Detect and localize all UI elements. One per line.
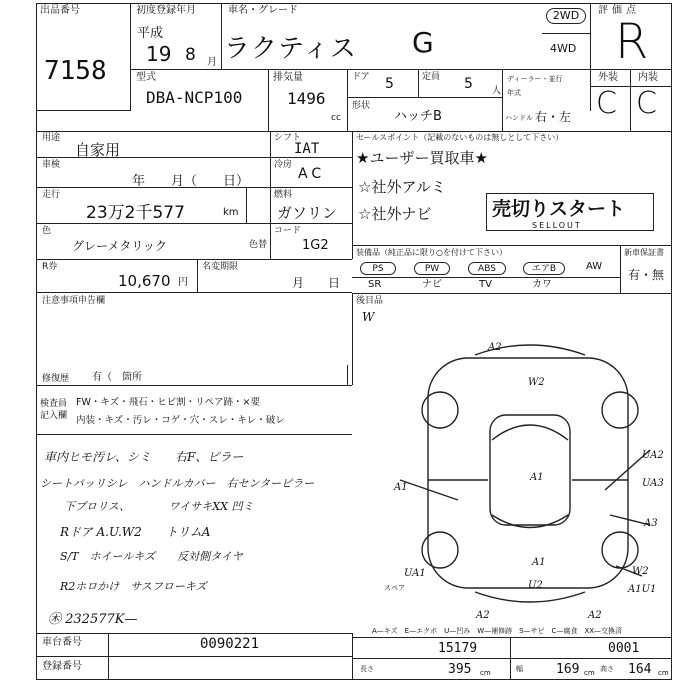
use-label: 用途 — [42, 133, 61, 143]
inspection-label: 車検 — [42, 160, 61, 170]
mark-spare: スペア — [384, 584, 405, 592]
reg-no-label: 登録番号 — [42, 661, 82, 672]
divider — [36, 434, 352, 435]
grade: G — [412, 26, 434, 59]
declaration-label: 注意事項申告欄 — [42, 296, 106, 306]
equip-pw: PW — [414, 262, 450, 275]
mark-a2-rear-l: A2 — [476, 610, 490, 620]
warranty: 有・無 — [628, 268, 665, 282]
month-unit: 月 — [207, 57, 217, 68]
pointer-a1-left — [400, 480, 458, 500]
doors: 5 — [385, 76, 394, 92]
equip-leather: カワ — [532, 279, 552, 290]
fuel: ガソリン — [277, 204, 338, 222]
mark-a3: A3 — [644, 518, 658, 529]
divider — [352, 658, 672, 659]
mark-ua1: UA1 — [404, 568, 426, 579]
warranty-label: 新車保証書 — [624, 248, 664, 257]
note-line-4: Rドア A.U.W2 トリムA — [60, 525, 211, 539]
shift: IAT — [294, 141, 320, 157]
width: 169 — [556, 662, 580, 677]
divider — [36, 157, 352, 158]
equip-ps: PS — [360, 262, 396, 275]
recycle-label: R券 — [42, 262, 58, 272]
doors-label: ドア — [352, 72, 370, 82]
inspection: 年 月（ 日） — [132, 174, 250, 189]
divider — [221, 3, 222, 69]
divider — [36, 223, 352, 224]
width-label: 幅 — [516, 665, 523, 673]
capacity: 5 — [464, 76, 473, 92]
exterior-label: 外装 — [598, 72, 618, 83]
sellout-stamp-sub: SELLOUT — [532, 221, 582, 230]
name-change-label: 名変期限 — [202, 262, 239, 272]
equip-abs: ABS — [468, 262, 506, 275]
inspector-line-a: FW・キズ・飛石・ヒビ割・リペア跡・×要 — [76, 397, 260, 408]
mark-ua2: UA2 — [642, 450, 664, 461]
length-unit: cm — [480, 669, 491, 677]
mileage: 23万2千577 — [86, 203, 185, 223]
windshield — [492, 425, 568, 440]
divider — [502, 69, 503, 131]
divider — [36, 259, 352, 260]
note-line-5: S/T ホイールキズ 反対側タイヤ — [60, 550, 243, 563]
divider — [352, 277, 620, 278]
length-label: 長さ — [360, 665, 374, 673]
height: 164 — [628, 662, 652, 677]
height-unit: cm — [658, 669, 669, 677]
height-label: 高さ — [600, 665, 614, 673]
note-line-7: ㊍ 232577K— — [48, 612, 138, 627]
displacement-label: 排気量 — [273, 72, 303, 83]
model-code: DBA-NCP100 — [146, 88, 243, 107]
wheel-fr — [602, 392, 638, 428]
reg-year: 19 — [146, 42, 172, 66]
lot-number: 7158 — [44, 56, 107, 86]
divider — [352, 293, 353, 385]
body-label: 形状 — [352, 101, 371, 111]
divider — [542, 33, 590, 34]
score-label: 評価点 — [598, 5, 640, 16]
divider — [197, 259, 198, 292]
ref-2: 0001 — [608, 641, 640, 656]
interior-label: 内装 — [638, 72, 658, 83]
note-line-3: 下プロリス、 ワイサキXX 凹ミ — [64, 500, 254, 513]
divider — [347, 97, 502, 98]
use: 自家用 — [75, 141, 121, 159]
divider — [352, 293, 672, 294]
steering: 右・左 — [535, 110, 572, 124]
divider — [630, 69, 631, 131]
vehicle-no-label: 車台番号 — [42, 637, 82, 648]
width-unit: cm — [584, 669, 595, 677]
car-diagram — [380, 330, 670, 620]
km-unit: km — [223, 207, 239, 218]
mark-a1-rear: A1 — [532, 557, 546, 568]
note-line-6: R2ホロかけ サスフローキズ — [60, 580, 207, 593]
repair-value: 有（ 箇所 — [92, 372, 142, 383]
rear-seat-value: W — [362, 310, 375, 324]
mark-a2-rear-r: A2 — [588, 610, 602, 620]
mark-w2-front: W2 — [528, 377, 545, 388]
selling-point-3: ☆社外ナビ — [358, 205, 432, 223]
mark-a2-front: A2 — [488, 342, 502, 353]
divider — [620, 245, 621, 293]
divider — [352, 637, 672, 638]
equipment-label: 装備品（純正品に限り○を付けて下さい） — [356, 248, 507, 257]
divider — [418, 69, 419, 97]
inspector-label: 検査員記入欄 — [40, 399, 68, 421]
divider — [36, 187, 352, 188]
mark-a1u1: A1U1 — [628, 584, 657, 595]
divider — [270, 131, 271, 259]
divider — [590, 3, 591, 111]
exterior: C — [596, 86, 617, 121]
divider — [347, 365, 348, 385]
divider — [268, 69, 269, 131]
name-change: 月 日 — [292, 276, 341, 290]
drive-2wd: 2WD — [546, 8, 586, 24]
selling-points-label: セールスポイント（記載のないものは無しとして下さい） — [356, 133, 564, 142]
equip-sr: SR — [368, 279, 382, 290]
car-roof — [490, 415, 570, 525]
steering-label: ハンドル — [505, 114, 533, 122]
damage-legend: A—キズ E—エクボ U—凹み W—補修跡 S—サビ C—腐食 XX—交換済 — [372, 627, 623, 635]
dealer-label: ディーラー・並行 — [507, 75, 563, 83]
divider — [36, 633, 352, 634]
color-swap-label: 色替 — [249, 240, 268, 250]
car-name-label: 車名・グレード — [228, 5, 298, 16]
first-reg-label: 初度登録年月 — [136, 5, 196, 16]
yen-unit: 円 — [178, 277, 188, 288]
divider — [352, 633, 353, 680]
import-label: 年式 — [507, 89, 521, 97]
rear-seat-label: 後目品 — [356, 296, 384, 306]
selling-point-1: ★ユーザー買取車★ — [356, 149, 488, 167]
ac: AC — [298, 166, 326, 182]
divider — [36, 385, 352, 386]
recycle: 10,670 — [118, 272, 171, 290]
mark-u2: U2 — [528, 580, 543, 591]
body: ハッチB — [394, 109, 442, 124]
interior: C — [636, 86, 657, 121]
note-line-2: シートパッリシレ ハンドルカバー 右センターピラー — [40, 477, 315, 490]
fuel-label: 燃料 — [274, 190, 293, 200]
divider — [352, 245, 672, 246]
ac-label: 冷房 — [274, 160, 293, 170]
drive-4wd: 4WD — [550, 42, 577, 55]
equip-tv: TV — [479, 279, 492, 290]
equip-aw: AW — [586, 261, 603, 272]
era: 平成 — [137, 26, 164, 41]
ref-1: 15179 — [438, 641, 478, 656]
divider — [36, 131, 672, 132]
cc-unit: cc — [331, 113, 341, 123]
mark-ua3: UA3 — [642, 478, 664, 489]
shift-label: シフト — [274, 133, 302, 143]
rear-bumper — [475, 592, 585, 602]
note-line-1: 車内ヒモ汚レ、シミ 右F、ピラー — [44, 450, 244, 464]
divider — [131, 69, 672, 70]
color-code: 1G2 — [302, 238, 329, 253]
car-name: ラクティス — [224, 34, 357, 64]
lot-label: 出品番号 — [40, 5, 80, 16]
model-label: 型式 — [136, 72, 156, 83]
capacity-label: 定員 — [422, 72, 441, 82]
score: R — [615, 14, 649, 70]
reg-month: 8 — [185, 45, 196, 65]
mark-a1-roof: A1 — [530, 472, 544, 483]
divider — [36, 656, 352, 657]
divider — [36, 292, 352, 293]
vehicle-no: 0090221 — [200, 636, 260, 652]
wheel-rr — [602, 532, 638, 568]
color-code-label: コード — [274, 226, 302, 236]
person-unit: 人 — [492, 86, 502, 96]
equip-airbag: エアB — [523, 262, 565, 275]
length: 395 — [448, 662, 472, 677]
inspector-line-b: 内装・キズ・汚レ・コゲ・穴・スレ・キレ・破レ — [76, 415, 285, 426]
equip-navi: ナビ — [422, 279, 442, 290]
sellout-stamp-text: 売切りスタート — [492, 198, 626, 220]
selling-point-2: ☆社外アルミ — [358, 178, 446, 196]
divider — [246, 187, 247, 223]
mark-a1-left: A1 — [394, 482, 408, 493]
divider — [347, 69, 348, 131]
displacement: 1496 — [287, 89, 326, 108]
repair-label: 修復歴 — [42, 374, 70, 384]
color-label: 色 — [42, 226, 52, 236]
mark-w2-rear: W2 — [632, 566, 649, 577]
mileage-label: 走行 — [42, 190, 61, 200]
color: グレーメタリック — [72, 239, 167, 253]
divider — [352, 131, 353, 259]
